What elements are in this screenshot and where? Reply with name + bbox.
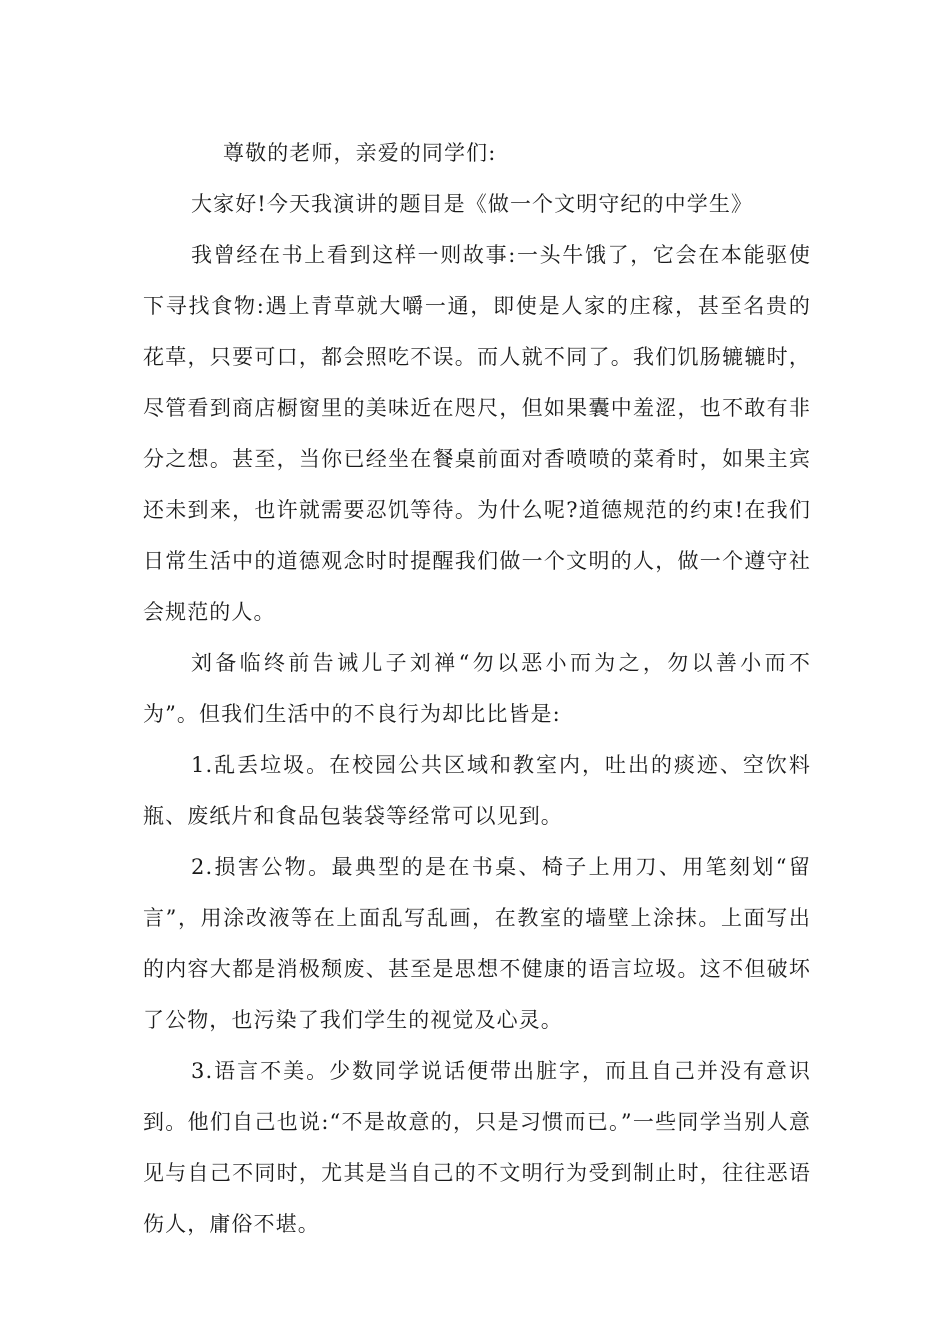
paragraph-quote: 刘备临终前告诫儿子刘禅“勿以恶小而为之，勿以善小而不为”。但我们生活中的不良行为却比比皆是:: [143, 651, 811, 726]
greeting: 大家好!今天我演讲的题目是《做一个文明守纪的中学生》: [191, 192, 754, 216]
list-item-language: 3.语言不美。少数同学说话便带出脏字，而且自己并没有意识到。他们自己也说:“不是故意的，只是习惯而已。”一些同学当别人意见与自己不同时，尤其是当自己的不文明行为受到制止时，往往恶语伤人，庸俗不堪。: [143, 1059, 811, 1236]
salutation: 尊敬的老师，亲爱的同学们:: [223, 141, 497, 165]
list-item-damage: 2.损害公物。最典型的是在书桌、椅子上用刀、用笔刻划“留言”，用涂改液等在上面乱写乱画，在教室的墙壁上涂抹。上面写出的内容大都是消极颓废、甚至是思想不健康的语言垃圾。这不但破坏了公物，也污染了我们学生的视觉及心灵。: [143, 855, 811, 1032]
paragraph-story: 我曾经在书上看到这样一则故事:一头牛饿了，它会在本能驱使下寻找食物:遇上青草就大嚼一通，即使是人家的庄稼，甚至名贵的花草，只要可口，都会照吃不误。而人就不同了。我们饥肠辘辘时，尽管看到商店橱窗里的美味近在咫尺，但如果囊中羞涩，也不敢有非分之想。甚至，当你已经坐在餐桌前面对香喷喷的菜肴时，如果主宾还未到来，也许就需要忍饥等待。为什么呢?道德规范的约束!在我们日常生活中的道德观念时时提醒我们做一个文明的人，做一个遵守社会规范的人。: [143, 243, 811, 624]
list-item-litter: 1.乱丢垃圾。在校园公共区域和教室内，吐出的痰迹、空饮料瓶、废纸片和食品包装袋等经常可以见到。: [143, 753, 811, 828]
document-body: [143, 128, 811, 1250]
